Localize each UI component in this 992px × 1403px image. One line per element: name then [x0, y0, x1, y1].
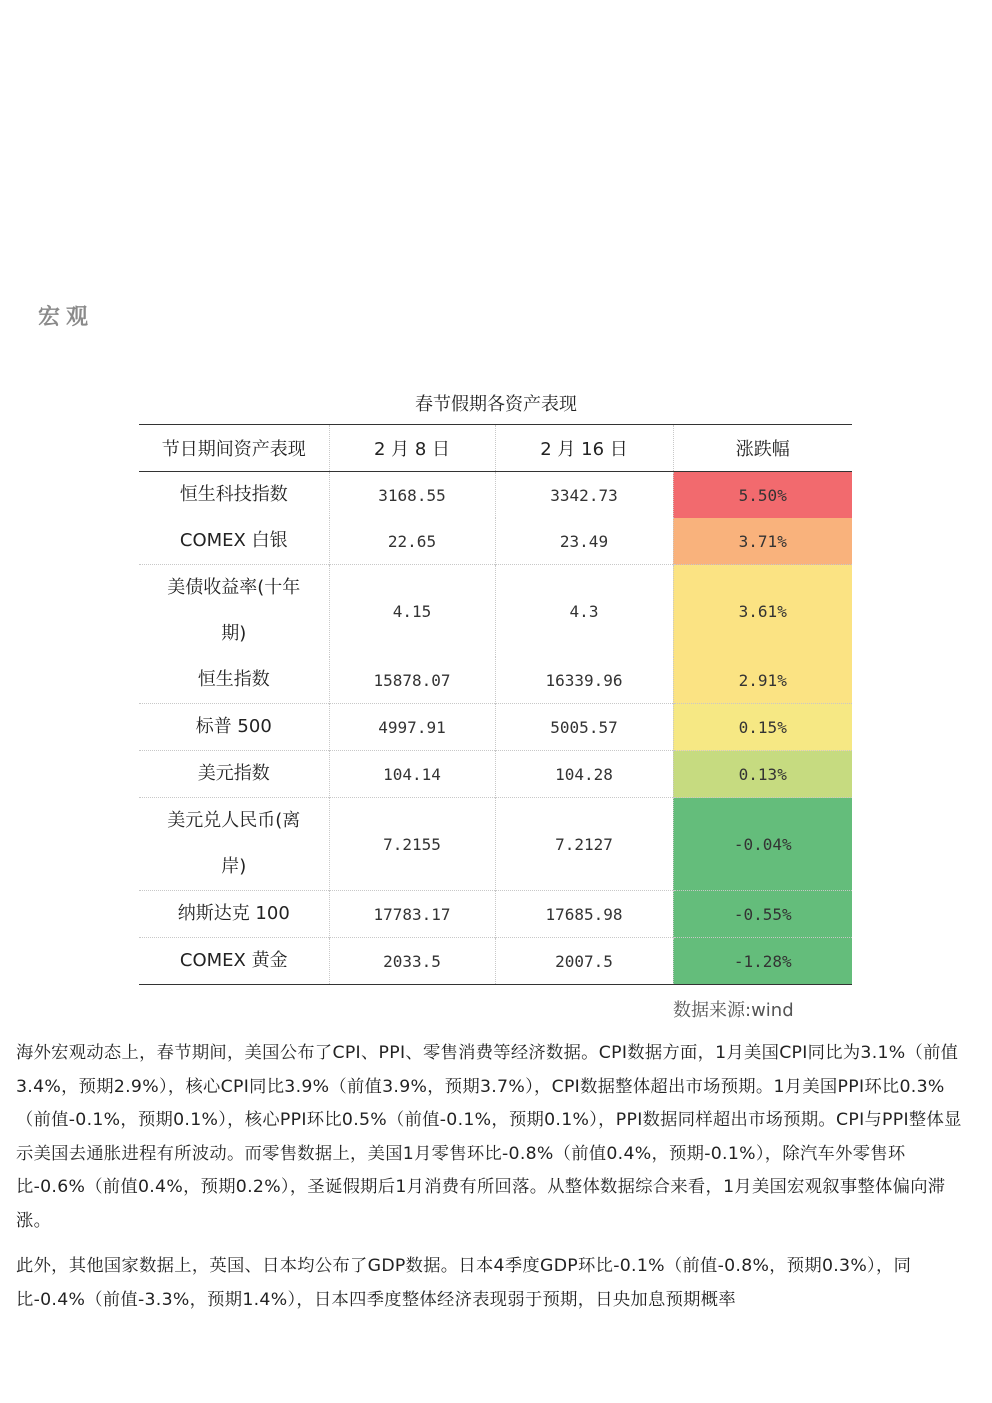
value-feb8: 7.2155 — [329, 798, 495, 891]
change-cell: 5.50% — [673, 472, 852, 519]
value-feb8: 17783.17 — [329, 891, 495, 938]
value-feb8: 15878.07 — [329, 657, 495, 704]
data-source-note: 数据来源:wind — [673, 1000, 794, 1021]
asset-name: 美债收益率(十年期) — [139, 565, 329, 658]
value-feb16: 23.49 — [495, 518, 673, 565]
change-cell: 2.91% — [673, 657, 852, 704]
value-feb8: 3168.55 — [329, 472, 495, 519]
table-row — [139, 518, 852, 565]
asset-name: COMEX 黄金 — [139, 938, 329, 985]
value-feb16: 17685.98 — [495, 891, 673, 938]
header-change: 涨跌幅 — [673, 425, 852, 472]
change-cell: -1.28% — [673, 938, 852, 985]
value-feb8: 2033.5 — [329, 938, 495, 985]
asset-name: COMEX 白银 — [139, 518, 329, 565]
change-cell: 3.71% — [673, 518, 852, 565]
asset-name: 标普 500 — [139, 704, 329, 751]
table-row — [139, 704, 852, 751]
change-cell: 3.61% — [673, 565, 852, 658]
section-title: 宏观 — [38, 305, 95, 330]
table-caption: 春节假期各资产表现 — [415, 394, 577, 415]
header-feb8: 2 月 8 日 — [329, 425, 495, 472]
body-paragraph: 海外宏观动态上，春节期间，美国公布了CPI、PPI、零售消费等经济数据。CPI数据方面，1月美国CPI同比为3.1%（前值3.4%，预期2.9%），核心CPI同比3.9%（前值3.9%，预期3.7%），CPI数据整体超出市场预期。1月美国PPI环比0.3%（前值-0.1%，预期0.1%），核心PPI环比0.5%（前值-0.1%，预期0.1%），PPI数据同样超出市场预期。CPI与PPI整体显示美国去通胀进程有所波动。而零售数据上，美国1月零售环比-0.8%（前值0.4%，预期-0.1%），除汽车外零售环比-0.6%（前值0.4%，预期0.2%），圣诞假期后1月消费有所回落。从整体数据综合来看，1月美国宏观叙事整体偏向滞涨。 — [16, 1043, 962, 1231]
asset-performance-table — [139, 424, 852, 985]
table-row — [139, 472, 852, 519]
value-feb16: 16339.96 — [495, 657, 673, 704]
asset-name: 纳斯达克 100 — [139, 891, 329, 938]
asset-name: 美元指数 — [139, 751, 329, 798]
table-row — [139, 891, 852, 938]
value-feb8: 104.14 — [329, 751, 495, 798]
body-paragraph: 此外，其他国家数据上，英国、日本均公布了GDP数据。日本4季度GDP环比-0.1%（前值-0.8%，预期0.3%），同比-0.4%（前值-3.3%，预期1.4%），日本四季度整体经济表现弱于预期，日央加息预期概率 — [16, 1256, 912, 1310]
table-header-row — [139, 425, 852, 472]
table-row — [139, 798, 852, 891]
value-feb8: 22.65 — [329, 518, 495, 565]
change-cell: 0.13% — [673, 751, 852, 798]
value-feb16: 7.2127 — [495, 798, 673, 891]
value-feb16: 104.28 — [495, 751, 673, 798]
table-row — [139, 938, 852, 985]
asset-name: 美元兑人民币(离岸) — [139, 798, 329, 891]
table-row — [139, 751, 852, 798]
value-feb16: 3342.73 — [495, 472, 673, 519]
change-cell: -0.55% — [673, 891, 852, 938]
value-feb16: 5005.57 — [495, 704, 673, 751]
table-row — [139, 657, 852, 704]
asset-name: 恒生指数 — [139, 657, 329, 704]
asset-name: 恒生科技指数 — [139, 472, 329, 519]
value-feb16: 2007.5 — [495, 938, 673, 985]
value-feb16: 4.3 — [495, 565, 673, 658]
value-feb8: 4997.91 — [329, 704, 495, 751]
table-row — [139, 565, 852, 658]
change-cell: -0.04% — [673, 798, 852, 891]
header-asset: 节日期间资产表现 — [139, 425, 329, 472]
header-feb16: 2 月 16 日 — [495, 425, 673, 472]
value-feb8: 4.15 — [329, 565, 495, 658]
change-cell: 0.15% — [673, 704, 852, 751]
